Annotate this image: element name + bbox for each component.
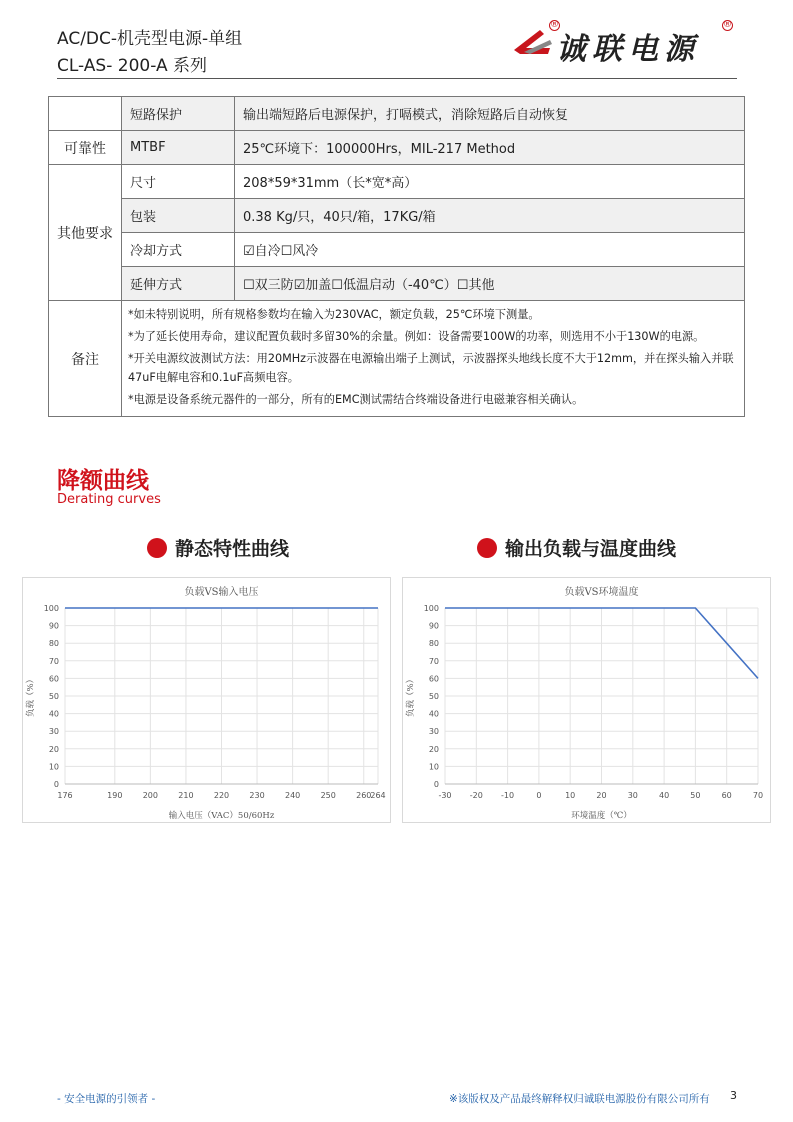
y-tick-label: 30 bbox=[428, 727, 439, 737]
spec-label: 延伸方式 bbox=[122, 267, 235, 301]
y-tick-label: 100 bbox=[43, 604, 59, 613]
x-tick-label: 50 bbox=[690, 791, 701, 800]
y-tick-label: 10 bbox=[428, 762, 439, 772]
x-tick-label: 220 bbox=[213, 791, 230, 800]
spec-value: 0.38 Kg/只，40只/箱，17KG/箱 bbox=[235, 199, 745, 233]
y-tick-label: 90 bbox=[428, 621, 439, 631]
x-tick-label: 60 bbox=[721, 791, 732, 800]
y-tick-label: 80 bbox=[48, 639, 59, 649]
x-tick-label: 200 bbox=[142, 791, 159, 800]
y-tick-label: 40 bbox=[48, 709, 59, 719]
x-tick-label: 30 bbox=[627, 791, 638, 800]
chart-svg bbox=[403, 578, 770, 822]
load-vs-voltage-chart bbox=[22, 577, 391, 823]
chart1-heading bbox=[147, 534, 289, 561]
category-cell: 可靠性 bbox=[49, 131, 122, 165]
y-axis-label: 负载（%） bbox=[26, 674, 36, 718]
x-tick-label: -20 bbox=[469, 791, 483, 800]
spec-table bbox=[48, 96, 745, 417]
x-tick-label: 210 bbox=[178, 791, 194, 800]
chart1-heading-text: 静态特性曲线 bbox=[175, 538, 290, 560]
spec-value: ☐双三防☑加盖☐低温启动（-40℃）☐其他 bbox=[235, 267, 745, 301]
spec-value: 25℃环境下：100000Hrs，MIL-217 Method bbox=[235, 131, 745, 165]
x-tick-label: 70 bbox=[752, 791, 764, 800]
table-row bbox=[49, 301, 745, 417]
chart-title: 负载VS环境温度 bbox=[564, 587, 639, 598]
company-logo bbox=[510, 18, 740, 68]
category-cell: 其他要求 bbox=[49, 165, 122, 301]
x-tick-label: 40 bbox=[659, 791, 670, 800]
y-tick-label: 70 bbox=[428, 656, 439, 666]
x-tick-label: 10 bbox=[565, 791, 576, 800]
y-tick-label: 0 bbox=[433, 780, 439, 789]
spec-value: 208*59*31mm（长*宽*高） bbox=[235, 165, 745, 199]
x-tick-label: 0 bbox=[536, 791, 542, 800]
table-cell bbox=[49, 97, 122, 131]
footer-copyright: ※该版权及产品最终解释权归诚联电源股份有限公司所有 bbox=[449, 1093, 710, 1105]
y-tick-label: 100 bbox=[423, 604, 439, 613]
table-row bbox=[49, 165, 745, 199]
chart2-heading-text: 输出负载与温度曲线 bbox=[505, 538, 677, 560]
product-category-title: AC/DC-机壳型电源-单组 bbox=[57, 29, 243, 49]
x-tick-label: 264 bbox=[370, 791, 386, 800]
load-vs-temperature-chart bbox=[402, 577, 771, 823]
y-tick-label: 80 bbox=[428, 639, 439, 649]
registered-mark: ® bbox=[723, 20, 732, 30]
y-tick-label: 50 bbox=[48, 692, 59, 701]
x-tick-label: 240 bbox=[284, 791, 301, 800]
footer-slogan: - 安全电源的引领者 - bbox=[57, 1093, 156, 1105]
section-subtitle: Derating curves bbox=[57, 492, 161, 507]
chart-svg bbox=[23, 578, 390, 822]
remark-item: *电源是设备系统元器件的一部分，所有的EMC测试需结合终端设备进行电磁兼容相关确认。 bbox=[128, 393, 584, 406]
bullet-dot-icon bbox=[477, 538, 497, 558]
x-tick-label: 250 bbox=[320, 791, 336, 800]
registered-mark: ® bbox=[550, 20, 559, 30]
table-row bbox=[49, 233, 745, 267]
x-axis-label: 输入电压（VAC）50/60Hz bbox=[168, 811, 275, 821]
y-tick-label: 20 bbox=[48, 744, 59, 754]
table-row bbox=[49, 267, 745, 301]
y-tick-label: 30 bbox=[48, 727, 59, 737]
x-tick-label: -10 bbox=[501, 791, 515, 800]
y-axis-label: 负载（%） bbox=[406, 674, 416, 718]
table-row bbox=[49, 199, 745, 233]
x-tick-label: 260 bbox=[356, 791, 372, 800]
product-series-title: CL-AS- 200-A 系列 bbox=[57, 56, 208, 76]
remark-item: *为了延长使用寿命，建议配置负载时多留30%的余量。例如：设备需要100W的功率，则选用不小于130W的电源。 bbox=[128, 330, 705, 343]
page-number: 3 bbox=[730, 1089, 737, 1102]
spec-label: 包装 bbox=[122, 199, 235, 233]
table-row bbox=[49, 131, 745, 165]
spec-value: ☑自冷☐风冷 bbox=[235, 233, 745, 267]
y-tick-label: 40 bbox=[428, 709, 439, 719]
table-row bbox=[49, 97, 745, 131]
spec-value: 输出端短路后电源保护，打嗝模式，消除短路后自动恢复 bbox=[235, 97, 745, 131]
x-tick-label: 190 bbox=[107, 791, 123, 800]
y-tick-label: 60 bbox=[428, 674, 439, 684]
chart2-heading bbox=[477, 534, 676, 561]
section-title: 降额曲线 bbox=[57, 468, 149, 494]
x-axis-label: 环境温度（℃） bbox=[571, 811, 632, 821]
header-divider bbox=[57, 78, 737, 79]
y-tick-label: 20 bbox=[428, 744, 439, 754]
category-cell: 备注 bbox=[49, 301, 122, 417]
spec-label: MTBF bbox=[122, 131, 235, 165]
y-tick-label: 90 bbox=[48, 621, 59, 631]
x-tick-label: 176 bbox=[57, 791, 73, 800]
remark-item: *如未特别说明，所有规格参数均在输入为230VAC，额定负载，25℃环境下测量。 bbox=[128, 308, 540, 321]
x-tick-label: 20 bbox=[596, 791, 607, 800]
remark-item: *开关电源纹波测试方法：用20MHz示波器在电源输出端子上测试，示波器探头地线长度不大于12mm，并在探头输入并联47uF电解电容和0.1uF高频电容。 bbox=[128, 352, 734, 384]
spec-label: 短路保护 bbox=[122, 97, 235, 131]
logo-wordmark: 诚联电源 bbox=[556, 32, 700, 67]
spec-label: 冷却方式 bbox=[122, 233, 235, 267]
y-tick-label: 70 bbox=[48, 656, 59, 666]
x-tick-label: 230 bbox=[249, 791, 265, 800]
bullet-dot-icon bbox=[147, 538, 167, 558]
spec-label: 尺寸 bbox=[122, 165, 235, 199]
remarks-cell bbox=[122, 301, 745, 417]
y-tick-label: 50 bbox=[428, 692, 439, 701]
chart-title: 负载VS输入电压 bbox=[184, 587, 259, 598]
y-tick-label: 0 bbox=[53, 780, 59, 789]
y-tick-label: 60 bbox=[48, 674, 59, 684]
x-tick-label: -30 bbox=[438, 791, 452, 800]
y-tick-label: 10 bbox=[48, 762, 59, 772]
